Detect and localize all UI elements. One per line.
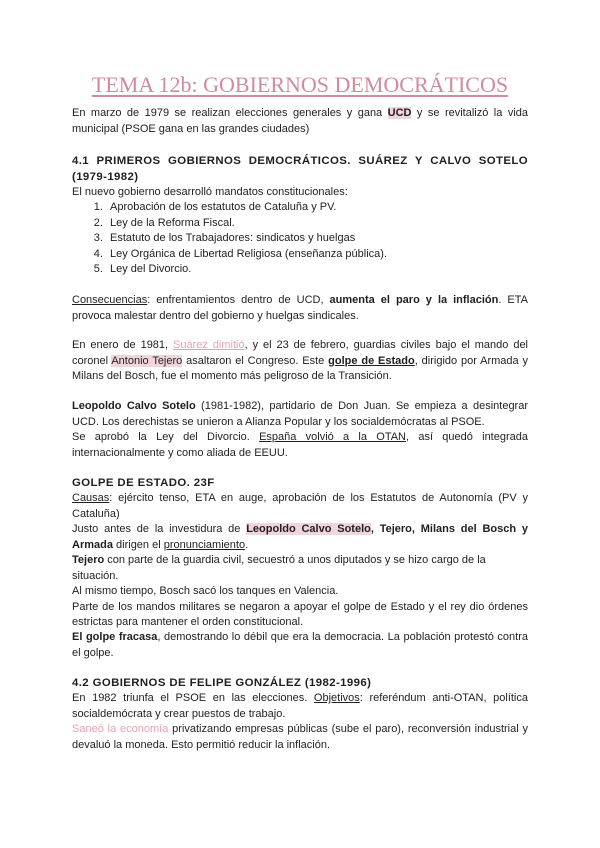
consequences-paragraph: Consecuencias: enfrentamientos dentro de UCD, aumenta el paro y la inflación. ETA provoca malestar dentro del gobierno y huelgas sindicales. (72, 294, 529, 322)
golpe-fracasa-paragraph: El golpe fracasa, demostrando lo débil que era la democracia. La población protestó contra el golpe. (72, 631, 529, 659)
causas-paragraph: Causas: ejército tenso, ETA en auge, aprobación de los Estatutos de Autonomía (PV y Cataluña) Justo antes de la investidura de Leopoldo Calvo Sotelo, Tejero, Milans del Bosch y Armada dirigen el pronunciamiento. (72, 492, 529, 551)
suarez-paragraph: En enero de 1981, Suárez dimitió, y el 23 de febrero, guardias civiles bajo el mando del coronel Antonio Tejero asaltaron el Congreso. Este golpe de Estado, dirigido por Armada y Milans del Bosch, fue el momento más peligroso de la Transición. (72, 339, 529, 383)
list-item: 1. Aprobación de los estatutos de Cataluña y PV. (106, 200, 528, 216)
section-4-2-heading: 4.2 GOBIERNOS DE FELIPE GONZÁLEZ (1982-1996) (72, 677, 372, 689)
page-title: TEMA 12b: GOBIERNOS DEMOCRÁTICOS (91, 72, 509, 97)
suarez-link-text: Suárez dimitió (173, 339, 245, 351)
felipe-paragraph: En 1982 triunfa el PSOE en las elecciones. Objetivos: referéndum anti-OTAN, política socialdemócrata y crear puestos de trabajo. Saneó la economía privatizando empresas públicas (sube el paro), reconversión industrial y devaluó la moneda. Esto permitió reducir la inflación. (72, 692, 528, 751)
ucd-highlight: UCD (387, 107, 412, 119)
mandates-list (72, 200, 528, 278)
list-item: 4. Ley Orgánica de Libertad Religiosa (enseñanza pública). (106, 247, 528, 263)
section-4-1-heading: 4.1 PRIMEROS GOBIERNOS DEMOCRÁTICOS. SUÁREZ Y CALVO SOTELO (1979-1982) (72, 155, 528, 183)
golpe-heading: GOLPE DE ESTADO. 23F (72, 477, 215, 489)
intro-paragraph: En marzo de 1979 se realizan elecciones generales y gana UCD y se revitalizó la vida municipal (PSOE gana en las grandes ciudades) (72, 107, 529, 135)
tejero-paragraph: Tejero con parte de la guardia civil, secuestró a unos diputados y se hizo cargo de la situación. Al mismo tiempo, Bosch sacó los tanques en Valencia. Parte de los mandos militares se negaron a apoyar el golpe de Estado y el rey dio órdenes estrictas para mantener el orden constitucional. (72, 554, 528, 629)
calvo-sotelo-paragraph: Leopoldo Calvo Sotelo (1981-1982), partidario de Don Juan. Se empieza a desintegrar UCD. Los derechistas se unieron a Alianza Popular y los socialdemócratas al PSOE. Se aprobó la Ley del Divorcio. España volvió a la OTAN, así quedó integrada internacionalmente y como aliada de EEUU. (72, 400, 529, 459)
list-item: 2. Ley de la Reforma Fiscal. (106, 216, 528, 232)
list-item: 5. Ley del Divorcio. (106, 262, 528, 278)
section-4-1-lead: El nuevo gobierno desarrolló mandatos constitucionales: (72, 186, 348, 198)
list-item: 3. Estatuto de los Trabajadores: sindicatos y huelgas (106, 231, 528, 247)
